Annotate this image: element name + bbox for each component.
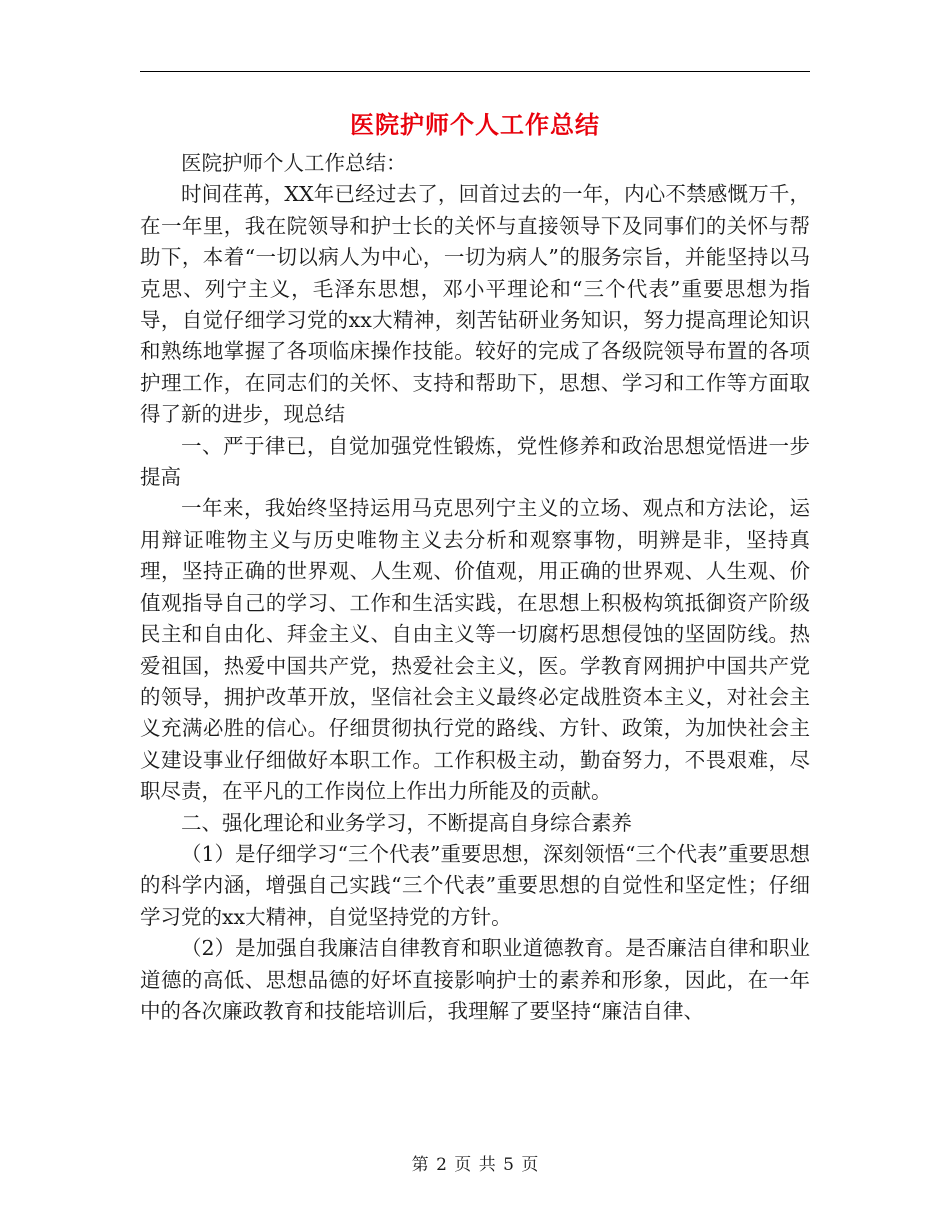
paragraph-intro: 时间荏苒，XX年已经过去了，回首过去的一年，内心不禁感慨万千，在一年里，我在院领导和护士长的关怀与直接领导下及同事们的关怀与帮助下，本着“一切以病人为中心，一切为病人”的服务宗旨，并能坚持以马克思、列宁主义，毛泽东思想，邓小平理论和“三个代表”重要思想为指导，自觉仔细学习党的xx大精神，刻苦钻研业务知识，努力提高理论知识和熟练地掌握了各项临床操作技能。较好的完成了各级院领导布置的各项护理工作，在同志们的关怀、支持和帮助下，思想、学习和工作等方面取得了新的进步，现总结	[140, 182, 810, 427]
paragraph-item-1: （1）是仔细学习“三个代表”重要思想，深刻领悟“三个代表”重要思想的科学内涵，增强自己实践“三个代表”重要思想的自觉性和坚定性；仔细学习党的xx大精神，自觉坚持党的方针。	[140, 841, 810, 929]
section-heading-2: 二、强化理论和业务学习，不断提高自身综合素养	[181, 810, 632, 835]
header-rule	[140, 71, 810, 72]
page-number-footer: 第 2 页 共 5 页	[411, 1155, 539, 1175]
paragraph-item-2: （2）是加强自我廉洁自律教育和职业道德教育。是否廉洁自律和职业道德的高低、思想品德的好坏直接影响护士的素养和形象，因此，在一年中的各次廉政教育和技能培训后，我理解了要坚持“廉洁自律、	[140, 936, 810, 1023]
paragraph-salutation: 医院护师个人工作总结：	[181, 151, 407, 175]
document-body	[140, 148, 810, 1027]
section-heading-1: 一、严于律已，自觉加强党性锻炼，党性修养和政治思想觉悟进一步提高	[140, 433, 810, 490]
paragraph-section-1: 一年来，我始终坚持运用马克思列宁主义的立场、观点和方法论，运用辩证唯物主义与历史唯物主义去分析和观察事物，明辨是非，坚持真理，坚持正确的世界观、人生观、价值观，用正确的世界观、人生观、价值观指导自己的学习、工作和生活实践，在思想上积极构筑抵御资产阶级民主和自由化、拜金主义、自由主义等一切腐朽思想侵蚀的坚固防线。热爱祖国，热爱中国共产党，热爱社会主义，医。学教育网拥护中国共产党的领导，拥护改革开放，坚信社会主义最终必定战胜资本主义，对社会主义充满必胜的信心。仔细贯彻执行党的路线、方针、政策，为加快社会主义建设事业仔细做好本职工作。工作积极主动，勤奋努力，不畏艰难，尽职尽责，在平凡的工作岗位上作出力所能及的贡献。	[140, 496, 810, 804]
document-title: 医院护师个人工作总结	[350, 110, 600, 139]
